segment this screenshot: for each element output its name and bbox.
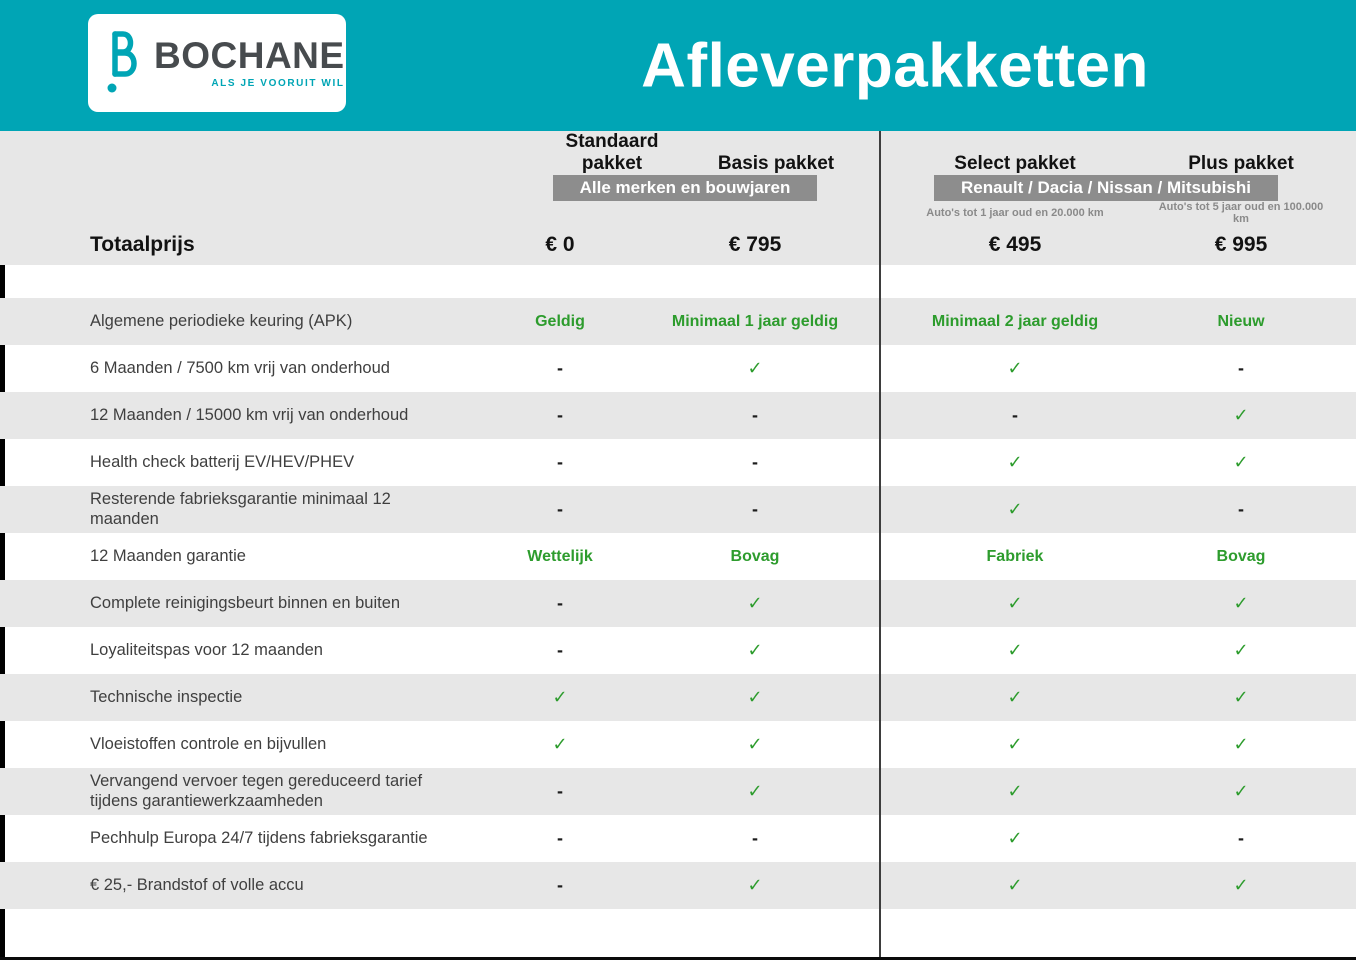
row-value: Nieuw: [1217, 312, 1265, 330]
row-value: -: [557, 875, 563, 895]
row-label: Algemene periodieke keuring (APK): [90, 311, 353, 330]
row-value: -: [557, 358, 563, 378]
table-row: [0, 580, 1356, 627]
logo-tagline: ALS JE VOORUIT WIL: [211, 78, 345, 89]
row-value: ✓: [1007, 593, 1023, 613]
row-value: ✓: [1233, 734, 1249, 754]
row-label: Pechhulp Europa 24/7 tijdens fabrieksgarantie: [90, 828, 428, 847]
column-header-plus: Plus pakket: [1188, 153, 1294, 174]
table-row: [0, 815, 1356, 862]
row-value: -: [752, 452, 758, 472]
row-label: Health check batterij EV/HEV/PHEV: [90, 452, 355, 471]
row-label: 12 Maanden / 15000 km vrij van onderhoud: [90, 405, 409, 424]
row-value: -: [752, 828, 758, 848]
row-value: ✓: [1007, 640, 1023, 660]
table-row: [0, 392, 1356, 439]
row-value: Wettelijk: [527, 547, 593, 565]
row-value: ✓: [747, 640, 763, 660]
row-value: Minimaal 2 jaar geldig: [931, 312, 1099, 330]
row-value: -: [557, 499, 563, 519]
row-value: -: [1238, 358, 1244, 378]
logo-text: [154, 37, 345, 89]
spacer-row: [0, 265, 1356, 298]
row-value: ✓: [1007, 734, 1023, 754]
table-row: [0, 298, 1356, 345]
row-value: -: [1238, 828, 1244, 848]
row-value: -: [557, 452, 563, 472]
row-value: ✓: [1007, 358, 1023, 378]
row-value: ✓: [747, 687, 763, 707]
logo-brand-name: BOCHANE: [154, 35, 345, 76]
row-value: ✓: [1233, 687, 1249, 707]
row-value: ✓: [552, 687, 568, 707]
row-value: ✓: [1233, 640, 1249, 660]
table-row: [0, 674, 1356, 721]
row-value: ✓: [1007, 781, 1023, 801]
feature-rows: [0, 298, 1356, 909]
column-divider: [879, 131, 881, 957]
row-value: -: [557, 593, 563, 613]
table-row: [0, 439, 1356, 486]
row-value: ✓: [1233, 781, 1249, 801]
row-value: -: [557, 640, 563, 660]
row-value: ✓: [747, 734, 763, 754]
column-header-standaard: Standaard pakket: [565, 131, 659, 174]
row-label: 12 Maanden garantie: [90, 546, 246, 565]
row-label: € 25,- Brandstof of volle accu: [90, 875, 304, 894]
row-value: ✓: [1233, 593, 1249, 613]
row-label: Technische inspectie: [90, 687, 243, 706]
row-value: Bovag: [730, 547, 780, 565]
row-value: -: [557, 781, 563, 801]
row-value: ✓: [1007, 452, 1023, 472]
table-row: [0, 533, 1356, 580]
bottom-filler: [0, 909, 1356, 957]
row-value: -: [752, 499, 758, 519]
row-value: -: [1238, 499, 1244, 519]
header-banner: [0, 0, 1356, 131]
row-value: -: [557, 828, 563, 848]
brand-badge-renault-group: Renault / Dacia / Nissan / Mitsubishi: [934, 175, 1278, 201]
row-value: ✓: [1233, 452, 1249, 472]
row-value: ✓: [1233, 875, 1249, 895]
totaalprijs-label: Totaalprijs: [90, 233, 195, 256]
row-value: ✓: [1007, 875, 1023, 895]
table-row: [0, 768, 1356, 815]
brand-badge-all-makes: Alle merken en bouwjaren: [553, 175, 818, 201]
row-value: ✓: [1233, 405, 1249, 425]
page-title: Afleverpakketten: [641, 31, 1149, 100]
row-value: Bovag: [1216, 547, 1266, 565]
price-basis: € 795: [728, 233, 782, 256]
column-header-basis: Basis pakket: [717, 153, 835, 174]
table-header: [0, 131, 1356, 265]
row-value: ✓: [552, 734, 568, 754]
row-label: Vloeistoffen controle en bijvullen: [90, 734, 327, 753]
column-header-select: Select pakket: [954, 153, 1076, 174]
row-value: ✓: [1007, 828, 1023, 848]
bochane-logo-icon: [102, 28, 146, 98]
subnotes: [0, 201, 1356, 225]
row-label: 6 Maanden / 7500 km vrij van onderhoud: [90, 358, 390, 377]
bochane-logo: [88, 14, 346, 112]
row-label: Resterende fabrieksgarantie minimaal 12 maanden: [90, 490, 391, 528]
table-row: [0, 486, 1356, 533]
row-value: ✓: [1007, 687, 1023, 707]
column-headers: [0, 131, 1356, 175]
table-row: [0, 721, 1356, 768]
table-row: [0, 862, 1356, 909]
row-value: ✓: [747, 593, 763, 613]
row-value: -: [1012, 405, 1018, 425]
table-row: [0, 627, 1356, 674]
row-label: Loyaliteitspas voor 12 maanden: [90, 640, 323, 659]
row-value: Geldig: [535, 312, 585, 330]
price-select: € 495: [988, 233, 1042, 256]
subnote-select: Auto's tot 1 jaar oud en 20.000 km: [926, 207, 1104, 219]
price-plus: € 995: [1214, 233, 1268, 256]
row-value: -: [557, 405, 563, 425]
row-value: Fabriek: [986, 547, 1044, 565]
table-row: [0, 345, 1356, 392]
row-value: ✓: [1007, 499, 1023, 519]
price-row: [0, 225, 1356, 265]
row-label: Vervangend vervoer tegen gereduceerd tarief tijdens garantiewerkzaamheden: [90, 772, 423, 810]
row-value: Minimaal 1 jaar geldig: [671, 312, 839, 330]
row-value: ✓: [747, 875, 763, 895]
subnote-plus: Auto's tot 5 jaar oud en 100.000 km: [1158, 201, 1324, 225]
row-label: Complete reinigingsbeurt binnen en buiten: [90, 593, 401, 612]
price-standaard: € 0: [545, 233, 575, 256]
row-value: ✓: [747, 358, 763, 378]
row-value: ✓: [747, 781, 763, 801]
row-value: -: [752, 405, 758, 425]
